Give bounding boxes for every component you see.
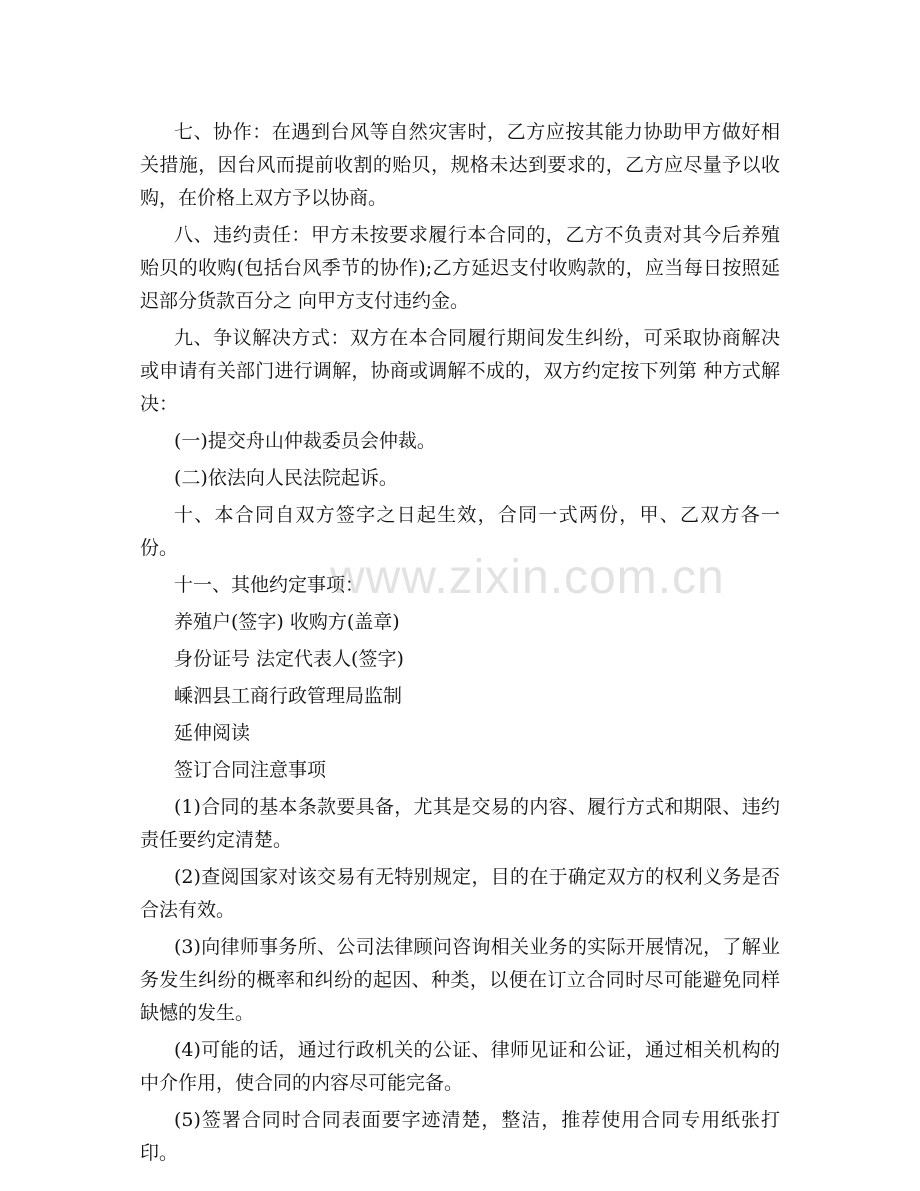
supervisor-line: 嵊泗县工商行政管理局监制 [174, 685, 403, 707]
note-1: (1)合同的基本条款要具备，尤其是交易的内容、履行方式和期限、违约责任要约定清楚。 [140, 796, 780, 851]
note-2: (2)查阅国家对该交易有无特别规定，目的在于确定双方的权利义务是否合法有效。 [140, 866, 780, 921]
clause-8: 八、违约责任：甲方未按要求履行本合同的，乙方不负责对其今后养殖贻贝的收购(包括台风季节的协作);乙方延迟支付收购款的，应当每日按照延迟部分货款百分之 向甲方支付违约金。 [140, 224, 780, 312]
signature-line-1: 养殖户(签字) 收购方(盖章) [174, 611, 400, 633]
clause-10: 十、本合同自双方签字之日起生效，合同一式两份，甲、乙双方各一份。 [140, 504, 780, 559]
note-3: (3)向律师事务所、公司法律顾问咨询相关业务的实际开展情况，了解业务发生纠纷的概率和纠纷的起因、种类，以便在订立合同时尽可能避免同样缺憾的发生。 [140, 936, 780, 1024]
clause-11: 十一、其他约定事项： [174, 574, 365, 596]
extended-reading-heading: 延伸阅读 [174, 722, 251, 744]
document-body [140, 116, 780, 1174]
clause-9: 九、争议解决方式：双方在本合同履行期间发生纠纷，可采取协商解决或申请有关部门进行调解，协商或调解不成的，双方约定按下列第 种方式解决： [140, 327, 780, 415]
note-5: (5)签署合同时合同表面要字迹清楚，整洁，推荐使用合同专用纸张打印。 [140, 1109, 780, 1164]
signature-line-2: 身份证号 法定代表人(签字) [174, 648, 404, 670]
watermark: www.zixin.com.cn [330, 551, 725, 604]
clause-9-option-1: (一)提交舟山仲裁委员会仲裁。 [174, 430, 436, 452]
clause-9-option-2: (二)依法向人民法院起诉。 [174, 467, 398, 489]
note-4: (4)可能的话，通过行政机关的公证、律师见证和公证，通过相关机构的中介作用，使合同的内容尽可能完备。 [140, 1039, 780, 1094]
clause-7: 七、协作：在遇到台风等自然灾害时，乙方应按其能力协助甲方做好相关措施，因台风而提前收割的贻贝，规格未达到要求的，乙方应尽量予以收购，在价格上双方予以协商。 [140, 121, 780, 209]
notes-heading: 签订合同注意事项 [174, 759, 327, 781]
